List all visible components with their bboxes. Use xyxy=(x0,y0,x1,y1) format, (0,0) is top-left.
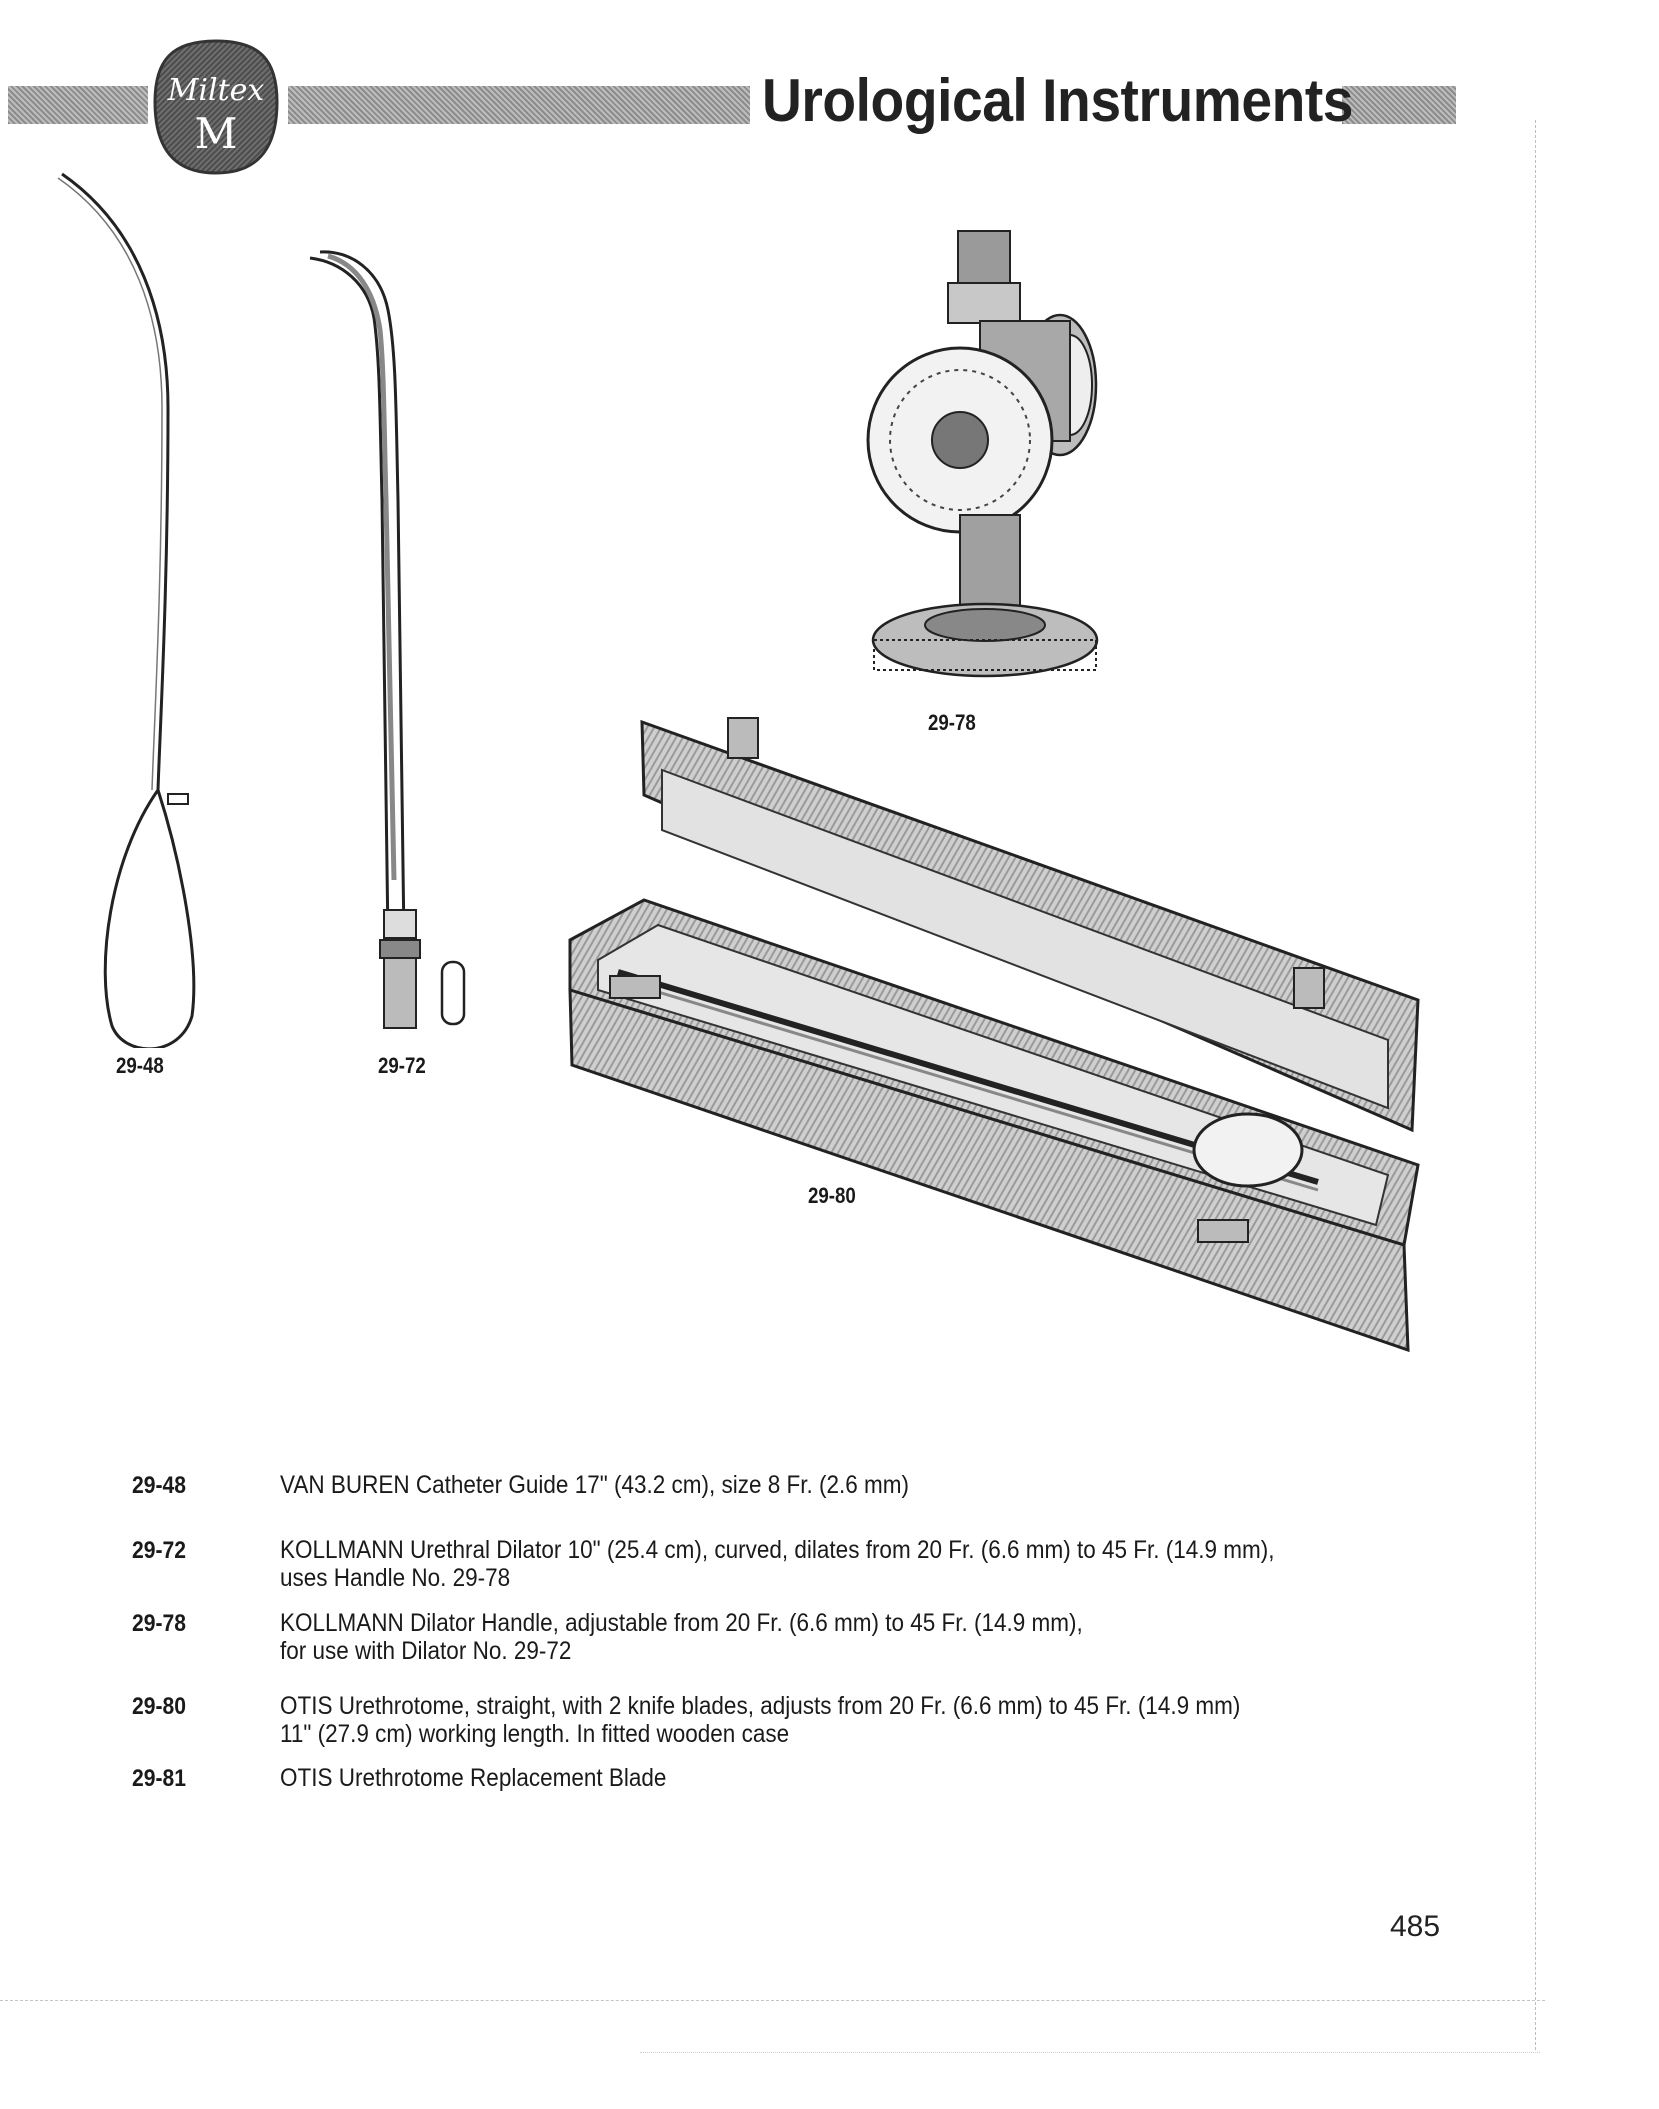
logo-script: Miltex xyxy=(167,73,265,108)
product-description xyxy=(280,1764,666,1792)
scan-edge-bottom-dots xyxy=(640,2052,1540,2053)
description-line: OTIS Urethrotome Replacement Blade xyxy=(280,1764,667,1792)
figure-label-29-80: 29-80 xyxy=(808,1183,856,1208)
urethral-dilator-illustration xyxy=(270,240,500,1040)
product-description xyxy=(280,1471,909,1499)
dilator-handle-illustration xyxy=(860,225,1100,685)
description-line: OTIS Urethrotome, straight, with 2 knife blades, adjusts from 20 Fr. (6.6 mm) to 45 Fr. (14.9 mm) xyxy=(280,1692,1241,1720)
scan-edge-right xyxy=(1535,120,1536,2050)
header-bar-left xyxy=(8,86,148,124)
product-description xyxy=(280,1692,1240,1748)
figure-label-29-78: 29-78 xyxy=(928,710,976,735)
scan-edge-bottom xyxy=(0,2000,1545,2001)
header-bar-right xyxy=(1342,86,1456,124)
description-line: KOLLMANN Urethral Dilator 10" (25.4 cm), curved, dilates from 20 Fr. (6.6 mm) to 45 Fr. (14.9 mm), xyxy=(280,1536,1275,1564)
description-line: VAN BUREN Catheter Guide 17" (43.2 cm), size 8 Fr. (2.6 mm) xyxy=(280,1471,910,1499)
urethrotome-case-illustration xyxy=(558,700,1448,1370)
page-number: 485 xyxy=(1390,1910,1441,1943)
logo-monogram: M xyxy=(194,109,238,158)
description-line: for use with Dilator No. 29-72 xyxy=(280,1637,572,1665)
header-bar-middle xyxy=(288,86,750,124)
description-line: 11" (27.9 cm) working length. In fitted wooden case xyxy=(280,1720,790,1748)
description-line: KOLLMANN Dilator Handle, adjustable from 20 Fr. (6.6 mm) to 45 Fr. (14.9 mm), xyxy=(280,1609,1083,1637)
product-sku: 29-80 xyxy=(132,1693,187,1720)
page-title: Urological Instruments xyxy=(762,67,1354,134)
product-sku: 29-48 xyxy=(132,1472,187,1499)
miltex-logo xyxy=(152,38,280,176)
product-sku: 29-81 xyxy=(132,1765,187,1792)
product-sku: 29-78 xyxy=(132,1610,187,1637)
product-description xyxy=(280,1609,1083,1665)
figure-label-29-48: 29-48 xyxy=(116,1053,164,1078)
figure-label-29-72: 29-72 xyxy=(378,1053,426,1078)
catheter-guide-illustration xyxy=(50,168,210,1048)
description-line: uses Handle No. 29-78 xyxy=(280,1564,511,1592)
product-description xyxy=(280,1536,1275,1592)
product-sku: 29-72 xyxy=(132,1537,187,1564)
